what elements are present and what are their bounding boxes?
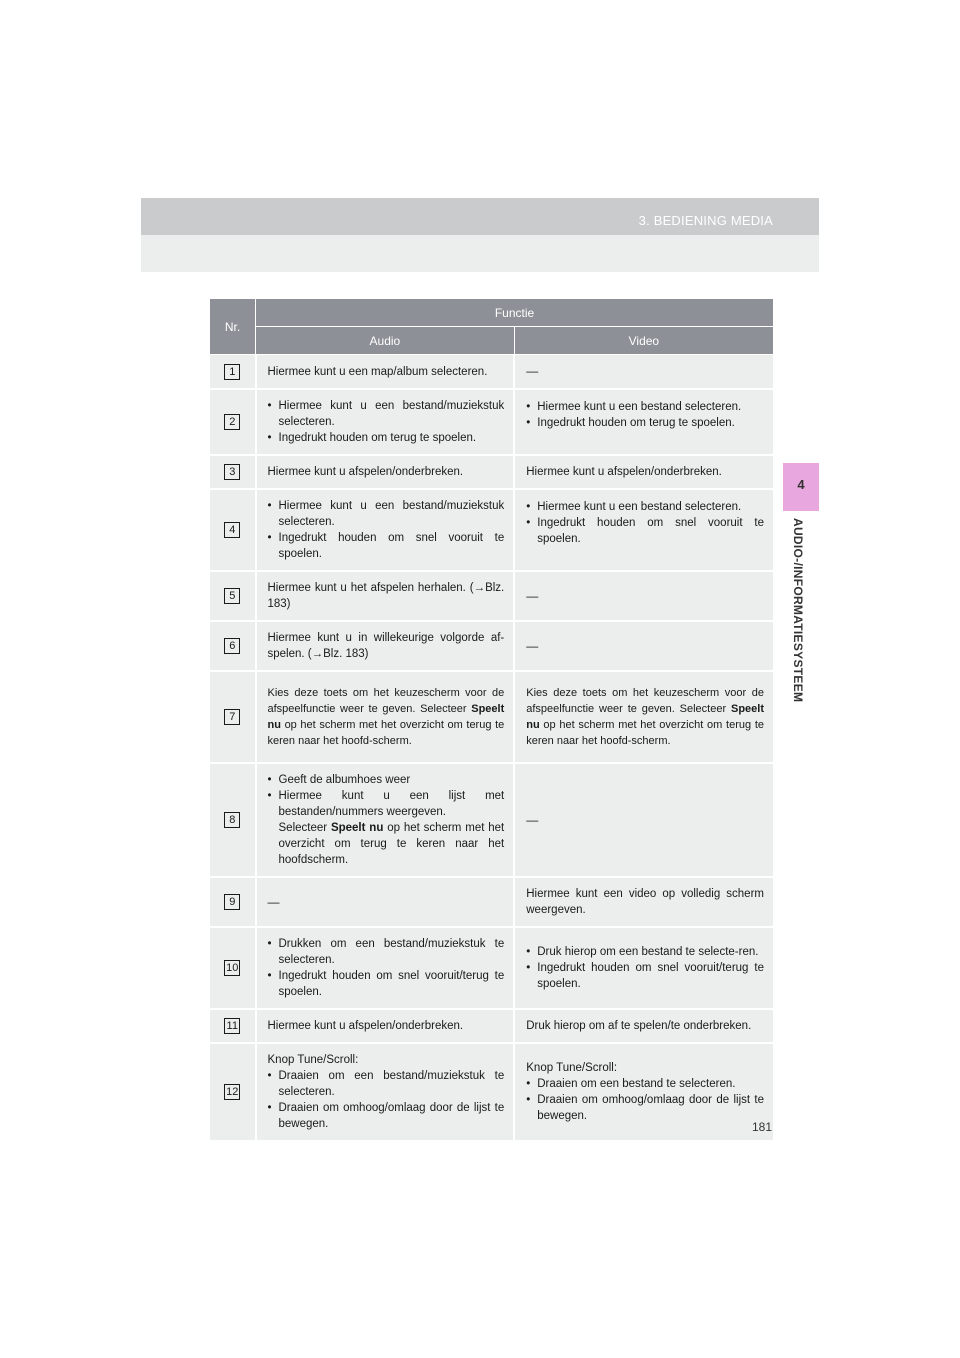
audio-text: op het scherm met het overzicht om terug te keren naar het hoofdscherm.	[278, 822, 505, 866]
audio-cell	[256, 763, 515, 877]
audio-cell	[256, 489, 515, 571]
video-cell	[514, 927, 773, 1009]
row-number: 6	[224, 638, 240, 654]
row-number: 4	[224, 522, 240, 538]
audio-cell	[256, 1043, 515, 1141]
table-row	[210, 489, 773, 571]
audio-cell: Hiermee kunt u in willekeurige volgorde af-spelen. (→Blz. 183)	[256, 621, 515, 671]
video-cell: Druk hierop om af te spelen/te onderbreken.	[514, 1009, 773, 1043]
list-item: • Ingedrukt houden om snel vooruit/terug te spoelen.	[526, 960, 764, 992]
list-item: • Draaien om omhoog/omlaag door de lijst te bewegen.	[526, 1092, 764, 1124]
chapter-number: 4	[797, 477, 805, 492]
col-nr-header: Nr.	[210, 299, 256, 355]
dash: —	[267, 894, 280, 909]
list-item: • Ingedrukt houden om snel vooruit/terug te spoelen.	[268, 968, 505, 1000]
audio-cell	[256, 927, 515, 1009]
row-number: 3	[224, 464, 240, 480]
table-row	[210, 1043, 773, 1141]
col-video-header: Video	[514, 327, 773, 355]
row-number: 10	[226, 962, 239, 974]
row-number: 9	[224, 894, 240, 910]
video-cell: Hiermee kunt u afspelen/onderbreken.	[514, 455, 773, 489]
video-cell	[514, 389, 773, 455]
list-item: • Hiermee kunt u een bestand selecteren.	[526, 499, 764, 515]
col-function-header: Functie	[256, 299, 774, 327]
video-text: op het scherm met het overzicht om terug te keren naar het hoofd-scherm.	[526, 719, 764, 747]
table-row	[210, 455, 773, 489]
video-cell	[514, 489, 773, 571]
row-number: 1	[224, 364, 240, 380]
list-item: • Hiermee kunt u een bestand/muziekstuk selecteren.	[268, 498, 505, 530]
header-bar	[141, 198, 819, 235]
video-cell-empty	[514, 763, 773, 877]
cell-title: Knop Tune/Scroll:	[526, 1062, 618, 1074]
dash: —	[526, 812, 539, 827]
video-cell: Hiermee kunt een video op volledig scherm weergeven.	[514, 877, 773, 927]
audio-cell: Hiermee kunt u het afspelen herhalen. (→Blz. 183)	[256, 571, 515, 621]
row-number: 12	[226, 1086, 239, 1098]
header-sub-bar	[141, 235, 819, 272]
list-item: • Hiermee kunt u een bestand selecteren.	[526, 399, 764, 415]
audio-cell: Hiermee kunt u afspelen/onderbreken.	[256, 1009, 515, 1043]
list-item: • Ingedrukt houden om terug te spoelen.	[268, 430, 505, 446]
video-text: Kies deze toets om het keuzescherm voor de afspeelfunctie weer te geven. Selecteer	[526, 687, 764, 715]
video-cell	[514, 671, 773, 763]
table-row	[210, 389, 773, 455]
col-audio-header: Audio	[256, 327, 515, 355]
audio-text: Kies deze toets om het keuzescherm voor de afspeelfunctie weer te geven. Selecteer	[267, 687, 505, 715]
list-item	[268, 788, 505, 868]
speelt-nu-label: Speelt nu	[267, 703, 505, 731]
dash: —	[526, 638, 539, 653]
audio-cell	[256, 671, 515, 763]
audio-text: op het scherm met het overzicht om terug te keren naar het hoofd-scherm.	[267, 719, 505, 747]
table-row	[210, 355, 773, 390]
table-row	[210, 1009, 773, 1043]
list-item: • Ingedrukt houden om snel vooruit te spoelen.	[268, 530, 505, 562]
cell-title: Knop Tune/Scroll:	[267, 1054, 359, 1066]
table-row	[210, 621, 773, 671]
list-item: • Hiermee kunt u een bestand/muziekstuk selecteren.	[268, 398, 505, 430]
list-item: • Draaien om omhoog/omlaag door de lijst te bewegen.	[268, 1100, 505, 1132]
table-row	[210, 763, 773, 877]
table-row	[210, 877, 773, 927]
audio-cell	[256, 389, 515, 455]
table-row	[210, 671, 773, 763]
function-table	[210, 299, 773, 1142]
list-item: • Druk hierop om een bestand te selecte-ren.	[526, 944, 764, 960]
video-cell	[514, 1043, 773, 1141]
dash: —	[526, 588, 539, 603]
video-cell-empty	[514, 571, 773, 621]
page-number: 181	[752, 1120, 773, 1134]
chapter-tab	[783, 463, 819, 511]
audio-cell-empty	[256, 877, 515, 927]
audio-cell: Hiermee kunt u een map/album selecteren.	[256, 355, 515, 390]
table-row	[210, 571, 773, 621]
section-title: 3. BEDIENING MEDIA	[638, 213, 773, 228]
speelt-nu-label: Speelt nu	[526, 703, 764, 731]
video-cell-empty	[514, 355, 773, 390]
list-item: • Geeft de albumhoes weer	[268, 772, 505, 788]
row-number: 2	[224, 414, 240, 430]
table-row	[210, 927, 773, 1009]
list-item: • Ingedrukt houden om terug te spoelen.	[526, 415, 764, 431]
list-item: • Draaien om een bestand te selecteren.	[526, 1076, 764, 1092]
row-number: 5	[224, 588, 240, 604]
list-item: • Ingedrukt houden om snel vooruit te spoelen.	[526, 515, 764, 547]
chapter-label: AUDIO-/INFORMATIESYSTEEM	[791, 518, 805, 703]
dash: —	[526, 364, 539, 378]
row-number: 8	[224, 812, 240, 828]
speelt-nu-label: Speelt nu	[330, 822, 384, 834]
video-cell-empty	[514, 621, 773, 671]
list-item-text: Hiermee kunt u een lijst met bestanden/nummers weergeven.	[278, 790, 505, 818]
row-number: 7	[224, 709, 240, 725]
audio-cell: Hiermee kunt u afspelen/onderbreken.	[256, 455, 515, 489]
audio-text: Selecteer	[278, 822, 331, 834]
row-number: 11	[224, 1018, 240, 1034]
list-item: • Drukken om een bestand/muziekstuk te selecteren.	[268, 936, 505, 968]
list-item: • Draaien om een bestand/muziekstuk te selecteren.	[268, 1068, 505, 1100]
